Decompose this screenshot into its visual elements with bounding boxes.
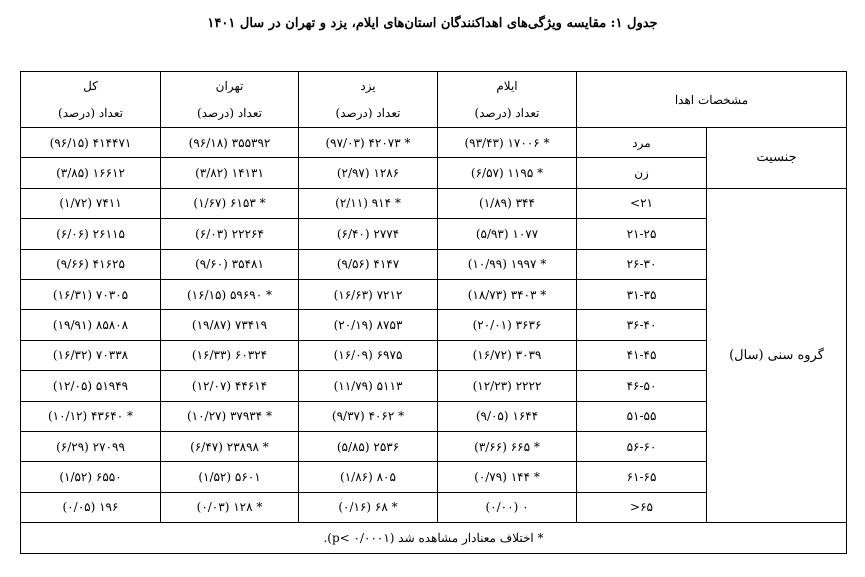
table-cell: ۷۰۳۳۸ (۱۶/۳۲) <box>21 340 161 370</box>
header-row <box>21 72 847 100</box>
table-cell: * ۶۸ (۰/۱۶) <box>299 492 438 522</box>
row-label: ۶۱-۶۵ <box>577 462 707 492</box>
sub-header: تعداد (درصد) <box>161 100 299 128</box>
table-cell: ۲۷۰۹۹ (۶/۲۹) <box>21 431 161 461</box>
table-cell: ۲۵۳۶ (۵/۸۵) <box>299 431 438 461</box>
table-cell: * ۳۷۹۳۴ (۱۰/۲۷) <box>161 401 299 431</box>
table-cell: * ۴۳۶۴۰ (۱۰/۱۲) <box>21 401 161 431</box>
table-caption: جدول ۱: مقایسه ویژگی‌های اهداکنندگان استان‌های ایلام، یزد و تهران در سال ۱۴۰۱ <box>207 16 658 31</box>
table-cell: ۸۷۵۳ (۲۰/۱۹) <box>299 310 438 340</box>
table-cell: ۱۴۱۳۱ (۳/۸۲) <box>161 158 299 188</box>
table-cell: ۱۶۴۴ (۹/۰۵) <box>438 401 577 431</box>
table-cell: * ۱۲۸ (۰/۰۳) <box>161 492 299 522</box>
sub-header: تعداد (درصد) <box>299 100 438 128</box>
table-cell: ۳۵۵۳۹۲ (۹۶/۱۸) <box>161 128 299 158</box>
table-row <box>21 188 847 218</box>
table-cell: * ۱۴۴ (۰/۷۹) <box>438 462 577 492</box>
row-label: ۵۱-۵۵ <box>577 401 707 431</box>
table-cell: ۲۶۱۱۵ (۶/۰۶) <box>21 219 161 249</box>
row-label: مرد <box>577 128 707 158</box>
col-header-total: کل <box>21 72 161 100</box>
table-cell: ۲۷۷۴ (۶/۴۰) <box>299 219 438 249</box>
table-cell: ۴۱۶۲۵ (۹/۶۶) <box>21 249 161 279</box>
group-label: جنسیت <box>707 128 847 189</box>
col-header-yazd: یزد <box>299 72 438 100</box>
group-label: گروه سنی (سال) <box>707 188 847 522</box>
table-cell: ۷۲۱۲ (۱۶/۶۳) <box>299 279 438 309</box>
row-label: ۲۱-۲۵ <box>577 219 707 249</box>
row-label: ۲۶-۳۰ <box>577 249 707 279</box>
table-cell: ۷۰۳۰۵ (۱۶/۳۱) <box>21 279 161 309</box>
table-cell: ۶۹۷۵ (۱۶/۰۹) <box>299 340 438 370</box>
table-cell: * ۲۳۸۹۸ (۶/۴۷) <box>161 431 299 461</box>
table-cell: * ۹۱۴ (۲/۱۱) <box>299 188 438 218</box>
table-cell: ۳۰۳۹ (۱۶/۷۲) <box>438 340 577 370</box>
table-cell: ۲۲۲۶۴ (۶/۰۳) <box>161 219 299 249</box>
row-label: ۴۶-۵۰ <box>577 371 707 401</box>
col-header-tehran: تهران <box>161 72 299 100</box>
table-cell: * ۶۱۵۳ (۱/۶۷) <box>161 188 299 218</box>
table-cell: ۳۴۴ (۱/۸۹) <box>438 188 577 218</box>
table-cell: ۶۰۳۲۴ (۱۶/۳۳) <box>161 340 299 370</box>
row-label: زن <box>577 158 707 188</box>
table-cell: ۸۵۸۰۸ (۱۹/۹۱) <box>21 310 161 340</box>
row-label: ۲۱> <box>577 188 707 218</box>
feature-header: مشخصات اهدا <box>577 72 847 128</box>
table-cell: ۴۴۶۱۴ (۱۲/۰۷) <box>161 371 299 401</box>
table-cell: ۲۲۲۲ (۱۲/۲۳) <box>438 371 577 401</box>
table-cell: ۴۱۴۷ (۹/۵۶) <box>299 249 438 279</box>
table-cell: * ۵۹۶۹۰ (۱۶/۱۵) <box>161 279 299 309</box>
row-label: ۶۵< <box>577 492 707 522</box>
table-cell: * ۴۰۶۲ (۹/۳۷) <box>299 401 438 431</box>
table-cell: ۵۱۹۴۹ (۱۲/۰۵) <box>21 371 161 401</box>
table-cell: ۶۵۵۰ (۱/۵۲) <box>21 462 161 492</box>
row-label: ۳۶-۴۰ <box>577 310 707 340</box>
table-cell: * ۳۴۰۳ (۱۸/۷۳) <box>438 279 577 309</box>
table-row <box>21 128 847 158</box>
row-label: ۴۱-۴۵ <box>577 340 707 370</box>
table-cell: ۰ (۰/۰۰) <box>438 492 577 522</box>
table-cell: ۱۰۷۷ (۵/۹۳) <box>438 219 577 249</box>
table-cell: ۳۶۳۶ (۲۰/۰۱) <box>438 310 577 340</box>
table-cell: ۱۲۸۶ (۲/۹۷) <box>299 158 438 188</box>
table-cell: ۱۹۶ (۰/۰۵) <box>21 492 161 522</box>
footnote-row <box>21 523 847 554</box>
table-cell: ۷۴۱۱ (۱/۷۲) <box>21 188 161 218</box>
table-cell: * ۱۷۰۰۶ (۹۳/۴۳) <box>438 128 577 158</box>
table-cell: * ۴۲۰۷۳ (۹۷/۰۳) <box>299 128 438 158</box>
table-cell: ۳۵۴۸۱ (۹/۶۰) <box>161 249 299 279</box>
row-label: ۳۱-۳۵ <box>577 279 707 309</box>
table-cell: * ۱۱۹۵ (۶/۵۷) <box>438 158 577 188</box>
table-cell: * ۶۶۵ (۳/۶۶) <box>438 431 577 461</box>
table-cell: ۷۳۴۱۹ (۱۹/۸۷) <box>161 310 299 340</box>
sub-header: تعداد (درصد) <box>21 100 161 128</box>
table-cell: ۵۶۰۱ (۱/۵۲) <box>161 462 299 492</box>
col-header-ilam: ایلام <box>438 72 577 100</box>
table-cell: * ۱۹۹۷ (۱۰/۹۹) <box>438 249 577 279</box>
table-cell: ۸۰۵ (۱/۸۶) <box>299 462 438 492</box>
sub-header: تعداد (درصد) <box>438 100 577 128</box>
footnote: * اختلاف معنادار مشاهده شد (p< ۰/۰۰۰۱). <box>21 523 847 554</box>
table-cell: ۴۱۴۴۷۱ (۹۶/۱۵) <box>21 128 161 158</box>
table-cell: ۱۶۶۱۲ (۳/۸۵) <box>21 158 161 188</box>
table-cell: ۵۱۱۳ (۱۱/۷۹) <box>299 371 438 401</box>
row-label: ۵۶-۶۰ <box>577 431 707 461</box>
donor-table <box>20 71 847 554</box>
